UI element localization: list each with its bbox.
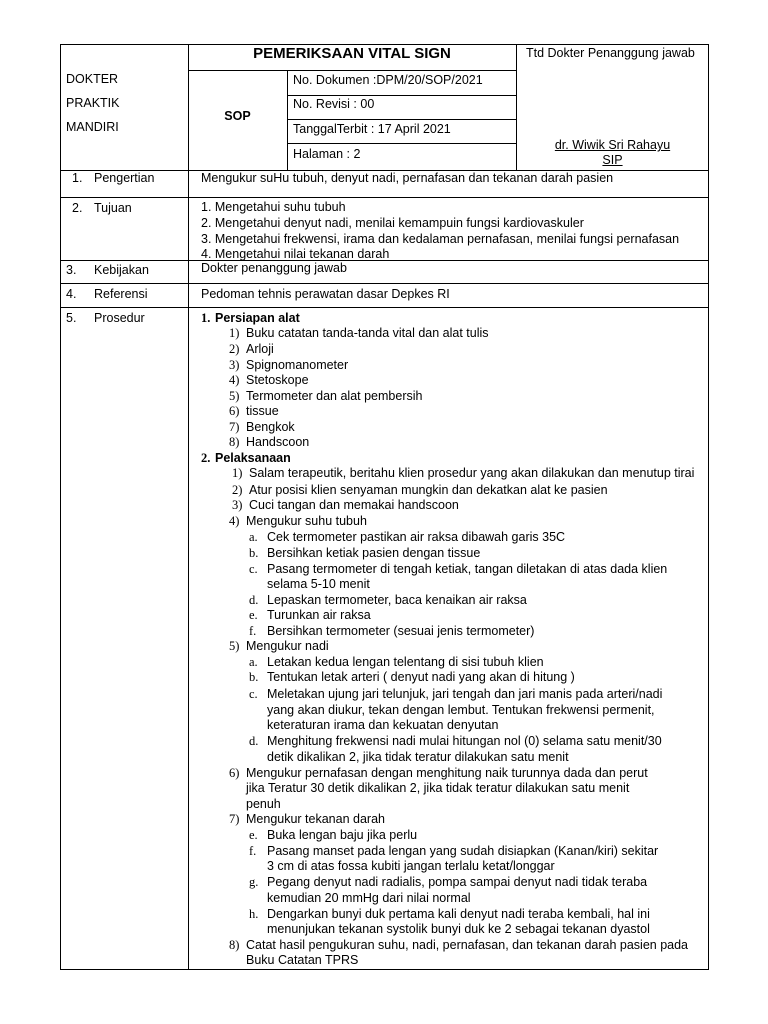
- sub-step-text: Lepaskan termometer, baca kenaikan air raksa: [267, 593, 527, 607]
- sub-step-letter: b.: [249, 670, 259, 684]
- step-number: 6): [229, 766, 240, 780]
- persiapan-item-number: 8): [229, 435, 240, 449]
- issue-date: TanggalTerbit : 17 April 2021: [293, 122, 451, 136]
- sub-step-text: Dengarkan bunyi duk pertama kali denyut nadi teraba kembali, hal ini: [267, 907, 650, 921]
- persiapan-item-text: tissue: [246, 404, 279, 418]
- persiapan-item-number: 4): [229, 373, 240, 387]
- persiapan-item-number: 7): [229, 420, 240, 434]
- step-text: jika Teratur 30 detik dikalikan 2, jika tidak teratur dilakukan satu menit: [246, 781, 630, 795]
- revision-number: No. Revisi : 00: [293, 97, 375, 111]
- signature-label: Ttd Dokter Penanggung jawab: [526, 46, 695, 60]
- persiapan-item-number: 5): [229, 389, 240, 403]
- step-number: 5): [229, 639, 240, 653]
- sub-step-letter: a.: [249, 655, 258, 669]
- section-label-referensi: Referensi: [94, 287, 148, 301]
- sub-step-letter: e.: [249, 828, 258, 842]
- step-number: 3): [232, 498, 243, 512]
- institution-line-1: DOKTER: [66, 72, 119, 86]
- tujuan-item-4: 4. Mengetahui nilai tekanan darah: [201, 247, 390, 261]
- step-number: 2): [232, 483, 243, 497]
- persiapan-number: 1.: [201, 311, 211, 325]
- step-text: Buku Catatan TPRS: [246, 953, 359, 967]
- step-text: Salam terapeutik, beritahu klien prosedur yang akan dilakukan dan menutup tirai: [249, 466, 695, 480]
- persiapan-item-number: 6): [229, 404, 240, 418]
- sub-step-letter: g.: [249, 875, 259, 889]
- sub-step-text: Menghitung frekwensi nadi mulai hitungan nol (0) selama satu menit/30: [267, 734, 662, 748]
- sub-step-letter: f.: [249, 844, 257, 858]
- row-line-referensi: [60, 307, 709, 308]
- section-label-prosedur: Prosedur: [94, 311, 145, 325]
- step-text: Mengukur nadi: [246, 639, 329, 653]
- sub-step-letter: a.: [249, 530, 258, 544]
- section-number-pengertian: 1.: [72, 171, 83, 185]
- sub-step-text: yang akan diukur, tekan dengan lembut. Tentukan frekwensi permenit,: [267, 703, 655, 717]
- sub-step-letter: c.: [249, 687, 258, 701]
- persiapan-item-text: Stetoskope: [246, 373, 309, 387]
- persiapan-title: Persiapan alat: [215, 311, 300, 325]
- header-divider-sop: [287, 70, 288, 170]
- persiapan-item-number: 1): [229, 326, 240, 340]
- step-text: Cuci tangan dan memakai handscoon: [249, 498, 459, 512]
- sub-step-letter: f.: [249, 624, 257, 638]
- tujuan-item-3: 3. Mengetahui frekwensi, irama dan kedalaman pernafasan, menilai fungsi pernafasan: [201, 232, 680, 246]
- step-number: 4): [229, 514, 240, 528]
- sub-step-letter: e.: [249, 608, 258, 622]
- step-text: Atur posisi klien senyaman mungkin dan dekatkan alat ke pasien: [249, 483, 608, 497]
- step-text: Mengukur tekanan darah: [246, 812, 385, 826]
- section-label-kebijakan: Kebijakan: [94, 263, 149, 277]
- step-number: 7): [229, 812, 240, 826]
- sop-label: SOP: [224, 109, 251, 123]
- persiapan-item-text: Buku catatan tanda-tanda vital dan alat tulis: [246, 326, 489, 340]
- sub-step-text: detik dikalikan 2, jika tidak teratur dilakukan satu menit: [267, 750, 569, 764]
- sub-step-text: Pasang termometer di tengah ketiak, tangan diletakan di atas dada klien: [267, 562, 668, 576]
- sub-step-text: menunjukan tekanan systolik bunyi duk ke 2 sebagai tekanan dyastol: [267, 922, 650, 936]
- doctor-name: dr. Wiwik Sri Rahayu: [554, 138, 671, 152]
- tujuan-item-2: 2. Mengetahui denyut nadi, menilai kemampuin fungsi kardiovaskuler: [201, 216, 584, 230]
- sub-step-text: kemudian 20 mmHg dari nilai normal: [267, 891, 471, 905]
- section-number-referensi: 4.: [66, 287, 77, 301]
- sub-step-text: Cek termometer pastikan air raksa dibawah garis 35C: [267, 530, 566, 544]
- step-text: Mengukur suhu tubuh: [246, 514, 367, 528]
- sub-step-letter: c.: [249, 562, 258, 576]
- page-number: Halaman : 2: [293, 147, 361, 161]
- section-number-tujuan: 2.: [72, 201, 83, 215]
- document-title: PEMERIKSAAN VITAL SIGN: [253, 45, 451, 62]
- row-line-kebijakan: [60, 283, 709, 284]
- persiapan-item-text: Spignomanometer: [246, 358, 349, 372]
- sub-step-letter: b.: [249, 546, 259, 560]
- docinfo-line-3: [287, 143, 516, 144]
- institution-line-2: PRAKTIK: [66, 96, 120, 110]
- sub-step-letter: d.: [249, 734, 259, 748]
- step-text: penuh: [246, 797, 281, 811]
- title-underline: [188, 70, 516, 71]
- sub-step-text: Buka lengan baju jika perlu: [267, 828, 418, 842]
- sub-step-letter: h.: [249, 907, 259, 921]
- pelaksanaan-number: 2.: [201, 451, 211, 465]
- sub-step-text: Bersihkan ketiak pasien dengan tissue: [267, 546, 481, 560]
- kebijakan-text: Dokter penanggung jawab: [201, 261, 347, 275]
- sub-step-text: Bersihkan termometer (sesuai jenis termometer): [267, 624, 535, 638]
- body-column-divider: [188, 170, 189, 970]
- step-number: 8): [229, 938, 240, 952]
- sub-step-text: selama 5-10 menit: [267, 577, 370, 591]
- sub-step-text: Meletakan ujung jari telunjuk, jari tengah dan jari manis pada arteri/nadi: [267, 687, 663, 701]
- step-text: Catat hasil pengukuran suhu, nadi, pernafasan, dan tekanan darah pasien pada: [246, 938, 688, 952]
- sub-step-text: Tentukan letak arteri ( denyut nadi yang akan di hitung ): [267, 670, 575, 684]
- pelaksanaan-title: Pelaksanaan: [215, 451, 291, 465]
- section-number-kebijakan: 3.: [66, 263, 77, 277]
- sub-step-text: Turunkan air raksa: [267, 608, 371, 622]
- referensi-text: Pedoman tehnis perawatan dasar Depkes RI: [201, 287, 450, 301]
- sub-step-letter: d.: [249, 593, 259, 607]
- row-line-pengertian: [60, 197, 709, 198]
- step-text: Mengukur pernafasan dengan menghitung naik turunnya dada dan perut: [246, 766, 648, 780]
- section-label-pengertian: Pengertian: [94, 171, 155, 185]
- step-number: 1): [232, 466, 243, 480]
- doc-number: No. Dokumen :DPM/20/SOP/2021: [293, 73, 483, 87]
- persiapan-item-text: Arloji: [246, 342, 274, 356]
- tujuan-item-1: 1. Mengetahui suhu tubuh: [201, 200, 346, 214]
- persiapan-item-text: Bengkok: [246, 420, 295, 434]
- persiapan-item-text: Handscoon: [246, 435, 310, 449]
- sub-step-text: Pegang denyut nadi radialis, pompa sampai denyut nadi tidak teraba: [267, 875, 648, 889]
- pengertian-text: Mengukur suHu tubuh, denyut nadi, pernafasan dan tekanan darah pasien: [201, 171, 614, 185]
- sub-step-text: Pasang manset pada lengan yang sudah disiapkan (Kanan/kiri) sekitar: [267, 844, 659, 858]
- docinfo-line-2: [287, 119, 516, 120]
- institution-line-3: MANDIRI: [66, 120, 119, 134]
- persiapan-item-number: 2): [229, 342, 240, 356]
- persiapan-item-number: 3): [229, 358, 240, 372]
- section-label-tujuan: Tujuan: [94, 201, 132, 215]
- doctor-id: SIP: [602, 153, 623, 167]
- sub-step-text: keteraturan irama dan kekuatan denyutan: [267, 718, 499, 732]
- section-number-prosedur: 5.: [66, 311, 77, 325]
- sub-step-text: 3 cm di atas fossa kubiti jangan terlalu ketat/longgar: [267, 859, 555, 873]
- sub-step-text: Letakan kedua lengan telentang di sisi tubuh klien: [267, 655, 544, 669]
- persiapan-item-text: Termometer dan alat pembersih: [246, 389, 423, 403]
